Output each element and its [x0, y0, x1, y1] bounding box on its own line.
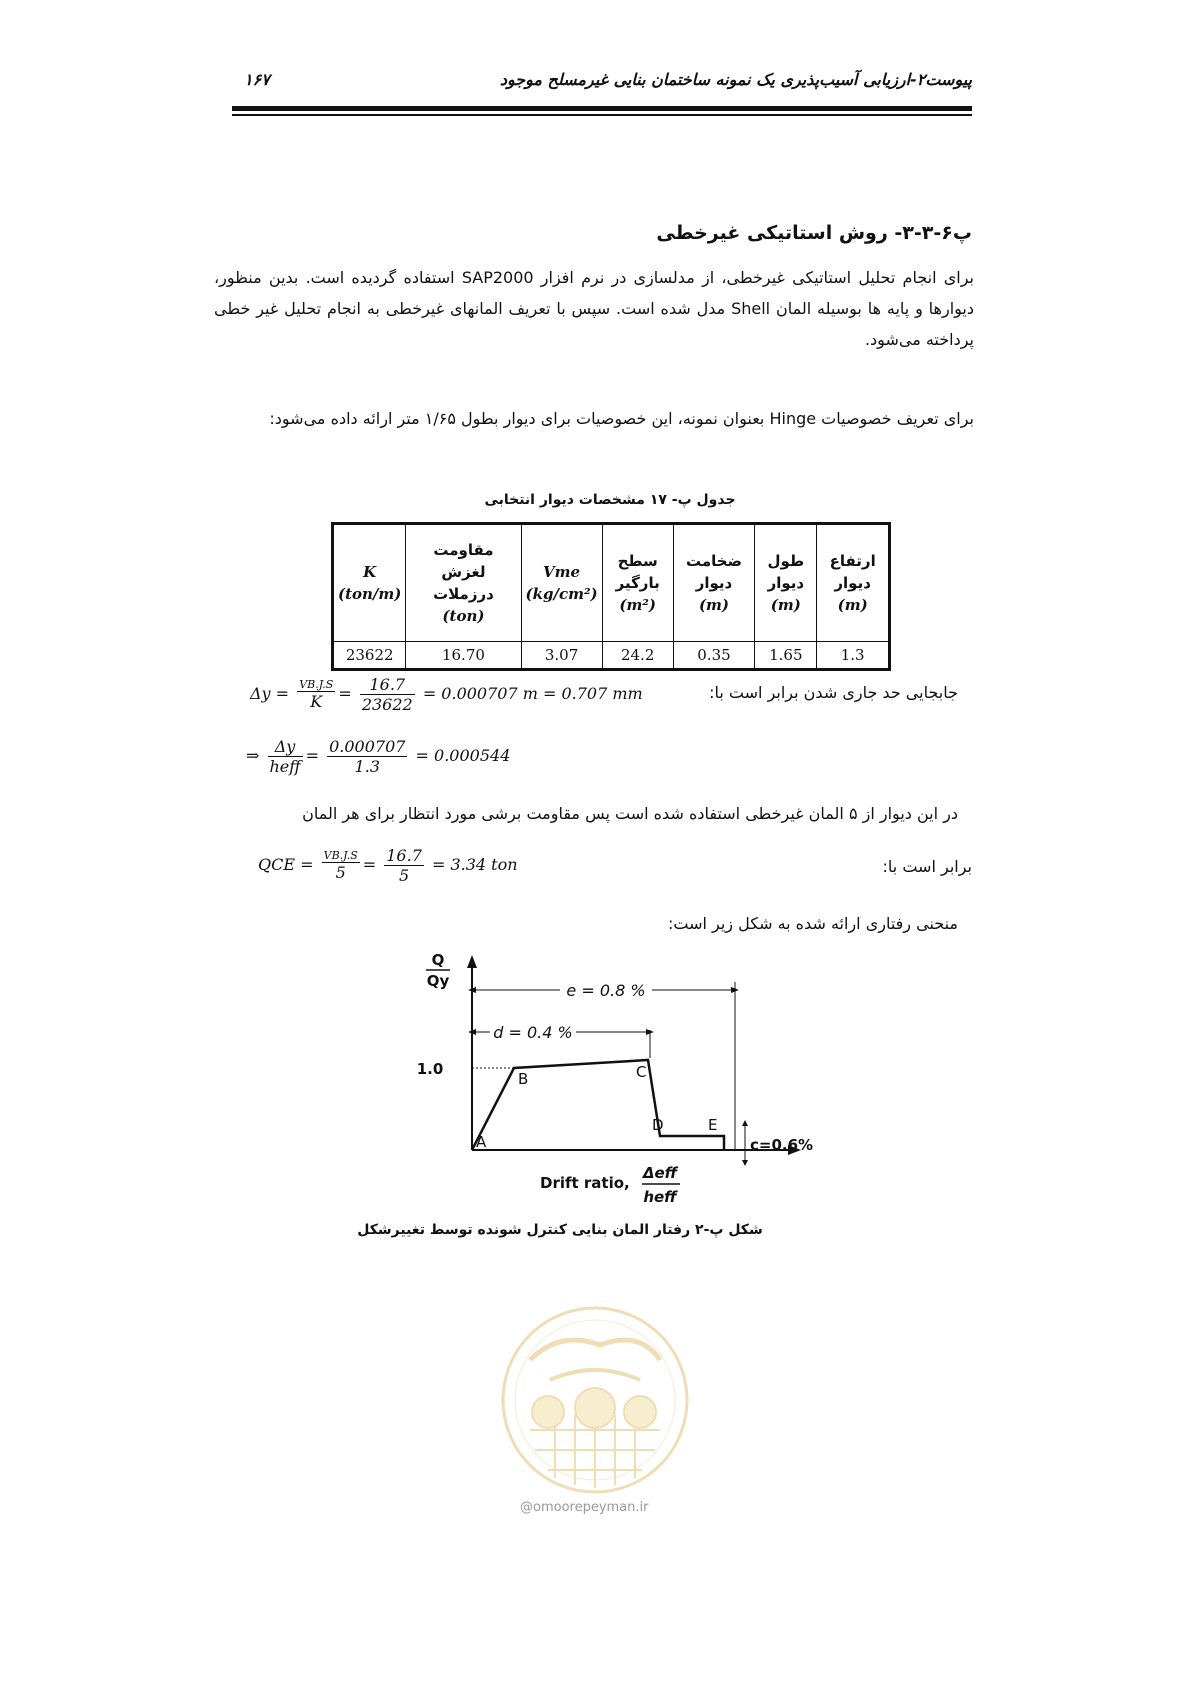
table-row: [333, 642, 890, 670]
y-label-den: Qy: [426, 972, 450, 990]
col-slip-strength: مقاومت لغزش درزملات (ton): [406, 524, 521, 642]
figure-caption: شکل پ-۲ رفتار المان بنایی کنترل شونده توسط تغییرشکل: [357, 1222, 763, 1238]
c-dimension-label: c=0.6%: [750, 1136, 814, 1154]
header-rule-thick: [232, 106, 972, 111]
point-d-label: D: [652, 1116, 664, 1134]
wall-properties-table: [331, 522, 891, 671]
y-label-num: Q: [431, 951, 445, 969]
x-axis-label: Drift ratio,: [540, 1174, 630, 1192]
equation-yield-displacement: Δy = $\frac{VB.J.S}{K}$ = $\frac{16.7}{23622}$ = 0.000707 m = 0.707 mm: [250, 675, 643, 714]
col-length: طول دیوار (m): [755, 524, 817, 642]
col-k: K (ton/m): [333, 524, 406, 642]
x-frac-num: Δeff: [642, 1164, 678, 1182]
point-a-label: A: [476, 1133, 487, 1151]
paragraph-intro: برای انجام تحلیل استاتیکی غیرخطی، از مدلسازی در نرم افزار SAP2000 استفاده گردیده است. بدین منظور، دیوارها و پایه ها بوسیله المان Shell مدل شده است. سپس با تعریف المانهای غیرخطی به انجام تحلیل غیر خطی پرداخته می‌شود.: [214, 268, 975, 349]
point-e-label: E: [708, 1116, 718, 1134]
col-height: ارتفاع دیوار (m): [817, 524, 890, 642]
section-heading: پ۶-۳-۳- روش استاتیکی غیرخطی: [656, 222, 972, 244]
paragraph-elements: در این دیوار از ۵ المان غیرخطی استفاده شده است پس مقاومت برشی مورد انتظار برای هر المان: [302, 804, 958, 823]
cell-length: 1.65: [755, 642, 817, 670]
page-number: ۱۶۷: [244, 70, 270, 89]
table-header-row: [333, 524, 890, 642]
watermark-url: @omoorepeyman.ir: [520, 1500, 649, 1515]
backbone-curve-figure: [390, 950, 830, 1210]
paragraph-yield: جابجایی حد جاری شدن برابر است با:: [709, 683, 958, 702]
paragraph-equals: برابر است با:: [882, 857, 972, 876]
watermark-logo: [490, 1300, 700, 1500]
y-axis-arrow: [467, 955, 477, 968]
running-header-title: پیوست۲-ارزیابی آسیب‌پذیری یک نمونه ساختمان بنایی غیرمسلح موجود: [499, 70, 972, 89]
cell-slip: 16.70: [406, 642, 521, 670]
point-c-label: C: [636, 1063, 647, 1081]
equation-drift-ratio: ⇒ $\frac{\Delta y}{\text{heff}}$ = $\frac{0.000707}{1.3}$ = 0.000544: [246, 737, 511, 776]
cell-area: 24.2: [602, 642, 673, 670]
header-rule-thin: [232, 114, 972, 116]
col-vme: Vme (kg/cm²): [521, 524, 602, 642]
col-thickness: ضخامت دیوار (m): [673, 524, 755, 642]
col-area: سطح بارگیر (m²): [602, 524, 673, 642]
y-tick-label: 1.0: [416, 1060, 444, 1078]
backbone-curve: [472, 1060, 724, 1150]
paragraph-hinge: برای تعریف خصوصیات Hinge بعنوان نمونه، این خصوصیات برای دیوار بطول ۱/۶۵ متر ارائه داده می‌شود:: [269, 409, 974, 428]
table-caption: جدول پ- ۱۷ مشخصات دیوار انتخابی: [484, 492, 736, 508]
cell-height: 1.3: [817, 642, 890, 670]
paragraph-curve: منحنی رفتاری ارائه شده به شکل زیر است:: [667, 914, 958, 933]
cell-vme: 3.07: [521, 642, 602, 670]
cell-thickness: 0.35: [673, 642, 755, 670]
cell-k: 23622: [333, 642, 406, 670]
equation-shear-strength: QCE = $\frac{VB.J.S}{5}$ = $\frac{16.7}{5}$ = 3.34 ton: [258, 846, 518, 885]
point-b-label: B: [518, 1070, 529, 1088]
x-frac-den: heff: [643, 1188, 677, 1206]
e-dimension-label: e = 0.8 %: [566, 981, 646, 1000]
d-dimension-label: d = 0.4 %: [493, 1023, 573, 1042]
